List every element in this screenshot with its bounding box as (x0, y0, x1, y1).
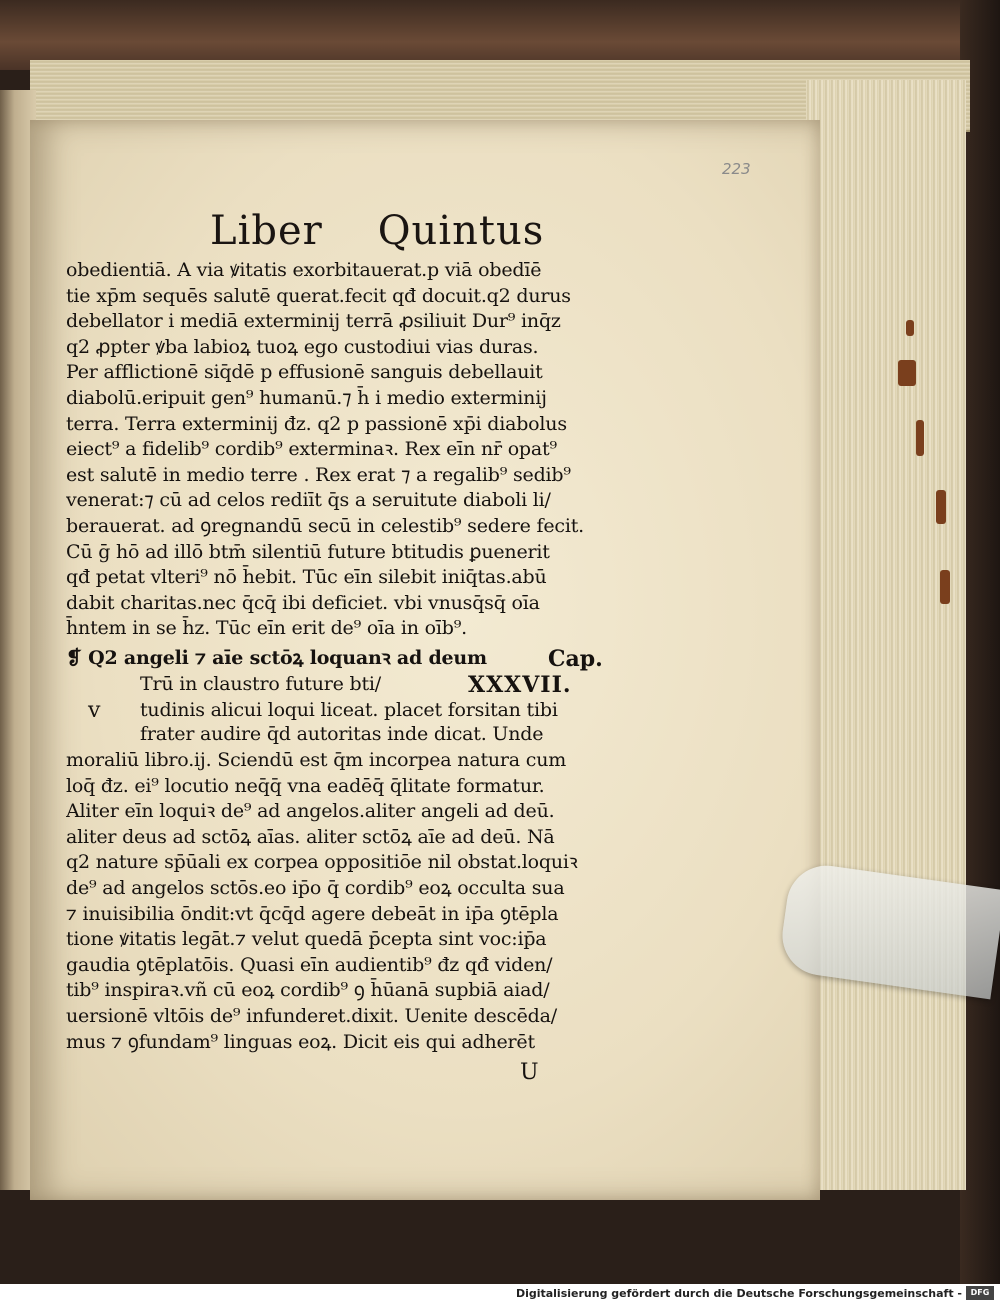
text-line: de⁹ ad angelos sctōs.eo ip̄o q̄ cordib⁹ eoꝝ occulta sua (66, 877, 565, 899)
chapter-label: Cap. (548, 646, 603, 672)
text-line: Per afflictionē siq̄dē p effusionē sanguis debellauit (66, 361, 543, 384)
text-line: ⁊ inuisibilia ōndit:vt q̄cq̄d agere debeāt in ip̄a ꝯtēpla (66, 902, 559, 925)
page-edges-right (806, 80, 966, 1190)
catchword: U (520, 1060, 539, 1085)
book-cover-right (960, 0, 1000, 1284)
text-line: mus ⁊ ꝯfundam⁹ linguas eoꝝ. Dicit eis qui adherēt (66, 1030, 535, 1053)
text-line: qđ petat vlteri⁹ nō h̄ebit. Tūc eīn silebit iniq̄tas.abū (66, 566, 547, 589)
text-line: Cū ḡ hō ad illō btm̄ silentiū future btitudis ꝑuenerit (66, 540, 550, 563)
initial-letter: v (88, 698, 101, 723)
text-line: h̄ntem in se h̄z. Tūc eīn erit de⁹ oīa in oīb⁹. (66, 617, 468, 640)
text-line: moraliū libro.ij. Sciendū est q̄m incorpea natura cum (66, 749, 567, 771)
text-line: dabit charitas.nec q̄cq̄ ibi deficiet. vbi vnusq̄sq̄ oīa (66, 591, 540, 614)
text-line: uersionē vltōis de⁹ infunderet.dixit. Uenite descēda/ (66, 1005, 557, 1027)
text-line: tudinis alicui loqui liceat. placet forsitan tibi (140, 699, 558, 721)
text-line: aliter deus ad sctōꝝ aīas. aliter sctōꝝ aīe ad deū. Nā (66, 825, 555, 848)
text-line: q2 nature sp̄ūali ex corpea oppositiōe nil obstat.loquiꝛ (66, 851, 578, 874)
text-line: venerat:⁊ cū ad celos rediīt q̄s a seruitute diaboli li/ (66, 489, 551, 512)
chapter-heading: ❡ Q2 angeli ⁊ aīe sctōꝝ loquanꝛ ad deum (66, 647, 487, 669)
text-line: frater audire q̄d autoritas inde dicat. Unde (140, 723, 544, 745)
text-line: tione ꝟitatis legāt.⁊ velut quedā p̄cepta sint voc:ip̄a (66, 928, 547, 951)
footer-bar (0, 1284, 1000, 1304)
text-line: berauerat. ad ꝯregnandū secū in celestib⁹ sedere fecit. (66, 515, 585, 537)
stain-mark (916, 420, 924, 456)
footer-credit: Digitalisierung gefördert durch die Deutsche Forschungsgemeinschaft - (515, 1287, 962, 1300)
stain-mark (940, 570, 950, 604)
text-line: tib⁹ inspiraꝛ.vñ cū eoꝝ cordib⁹ ꝯ h̄ūanā supbiā aiad/ (66, 979, 550, 1002)
dfg-logo: DFG (966, 1286, 994, 1300)
running-head-word: Liber (210, 208, 323, 254)
text-line: diabolū.eripuit gen⁹ humanū.⁊ h̄ i medio exterminij (66, 387, 547, 409)
text-line: Aliter eīn loquiꝛ de⁹ ad angelos.aliter angeli ad deū. (66, 800, 555, 823)
text-line: gaudia ꝯtēplatōis. Quasi eīn audientib⁹ đz qđ viden/ (66, 953, 553, 976)
text-line: debellator i mediā exterminij terrā ꝓsiliuit Dur⁹ inq̄z (66, 310, 561, 333)
text-line: loq̄ đz. ei⁹ locutio neq̄q̄ vna eadēq̄ q̄litate formatur. (66, 774, 545, 797)
running-head-word: Quintus (377, 208, 545, 254)
text-line: eiect⁹ a fidelib⁹ cordib⁹ exterminaꝛ. Rex eīn nr̄ opat⁹ (66, 438, 557, 461)
running-head (210, 208, 599, 254)
stain-mark (936, 490, 946, 524)
stain-mark (906, 320, 914, 336)
text-line: tie xp̄m sequēs salutē querat.fecit qđ docuit.q2 durus (66, 284, 571, 307)
text-line: est salutē in medio terre . Rex erat ⁊ a regalib⁹ sedib⁹ (66, 463, 571, 486)
text-line: Trū in claustro future bti/ (140, 673, 381, 695)
stain-mark (898, 360, 916, 386)
text-line: q2 ꝓpter ꝟba labioꝝ tuoꝝ ego custodiui vias duras. (66, 335, 539, 358)
text-line: terra. Terra exterminij đz. q2 p passionē xp̄i diabolus (66, 412, 567, 435)
folio-number: 223 (722, 160, 751, 178)
text-line: obedientiā. A via ꝟitatis exorbitauerat.p viā obedīē (66, 259, 542, 281)
chapter-number: XXXVII. (468, 672, 572, 698)
